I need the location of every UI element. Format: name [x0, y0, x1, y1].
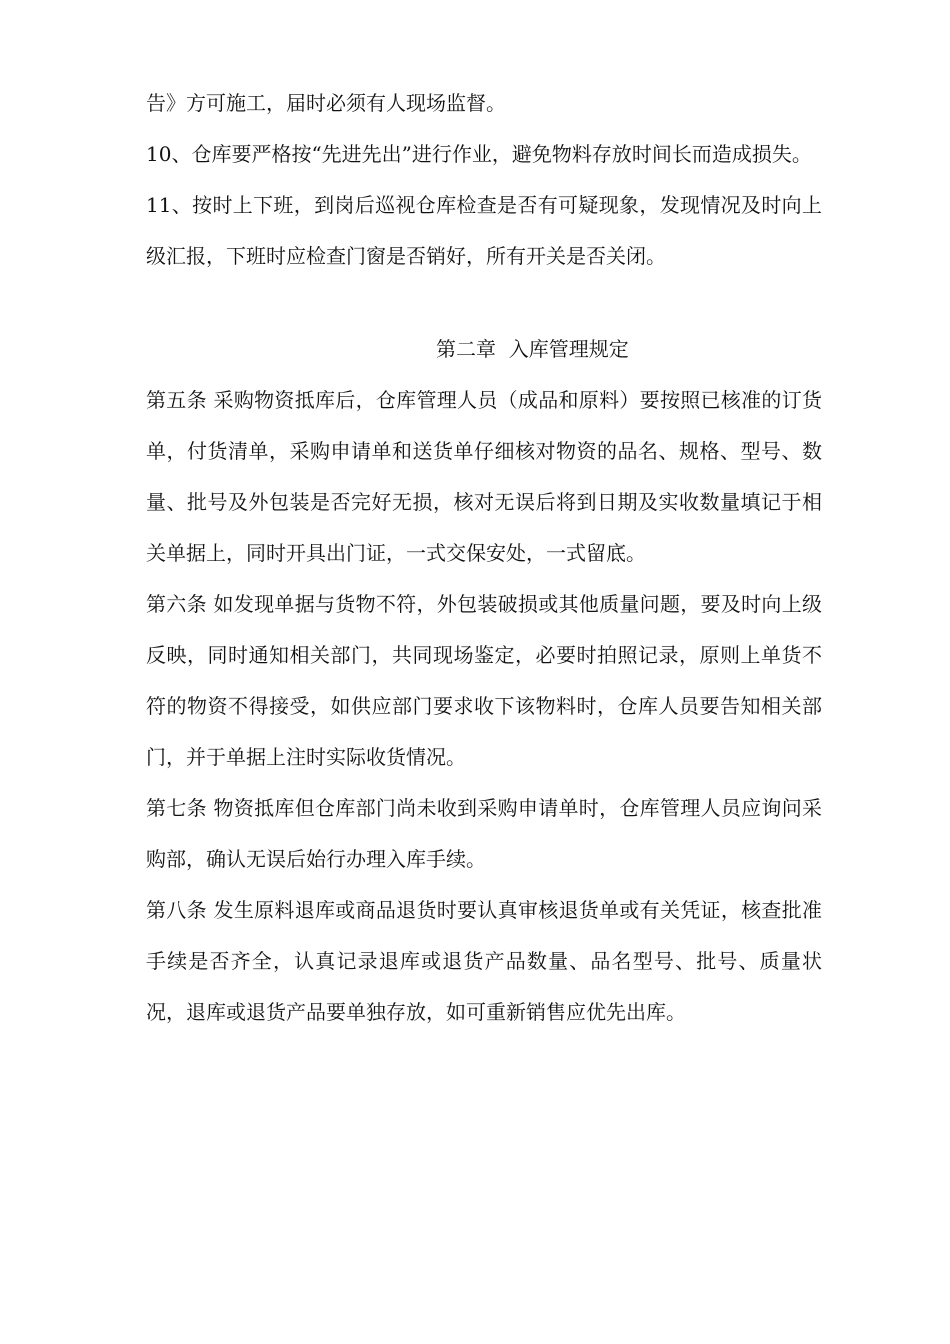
document-page — [146, 78, 822, 1038]
article-7: 第七条 物资抵库但仓库部门尚未收到采购申请单时，仓库管理人员应询问采购部，确认无误后始行办理入库手续。 — [146, 796, 822, 871]
paragraph-continuation: 告》方可施工，届时必须有人现场监督。 — [146, 91, 506, 115]
chapter-heading: 第二章 入库管理规定 — [436, 337, 629, 361]
paragraph-item-10: 10、仓库要严格按“先进先出”进行作业，避免物料存放时间长而造成损失。 — [146, 142, 812, 166]
article-8: 第八条 发生原料退库或商品退货时要认真审核退货单或有关凭证，核查批准手续是否齐全，认真记录退库或退货产品数量、品名型号、批号、质量状况，退库或退货产品要单独存放，如可重新销售应优先出库。 — [146, 898, 822, 1024]
article-6: 第六条 如发现单据与货物不符，外包装破损或其他质量问题，要及时向上级反映，同时通知相关部门，共同现场鉴定，必要时拍照记录，原则上单货不符的物资不得接受，如供应部门要求收下该物料时，仓库人员要告知相关部门，并于单据上注时实际收货情况。 — [146, 592, 822, 769]
paragraph-item-11: 11、按时上下班，到岗后巡视仓库检查是否有可疑现象，发现情况及时向上级汇报，下班时应检查门窗是否销好，所有开关是否关闭。 — [146, 193, 822, 268]
article-5: 第五条 采购物资抵库后，仓库管理人员（成品和原料）要按照已核准的订货单，付货清单，采购申请单和送货单仔细核对物资的品名、规格、型号、数量、批号及外包装是否完好无损，核对无误后将到日期及实收数量填记于相关单据上，同时开具出门证，一式交保安处，一式留底。 — [146, 388, 822, 565]
